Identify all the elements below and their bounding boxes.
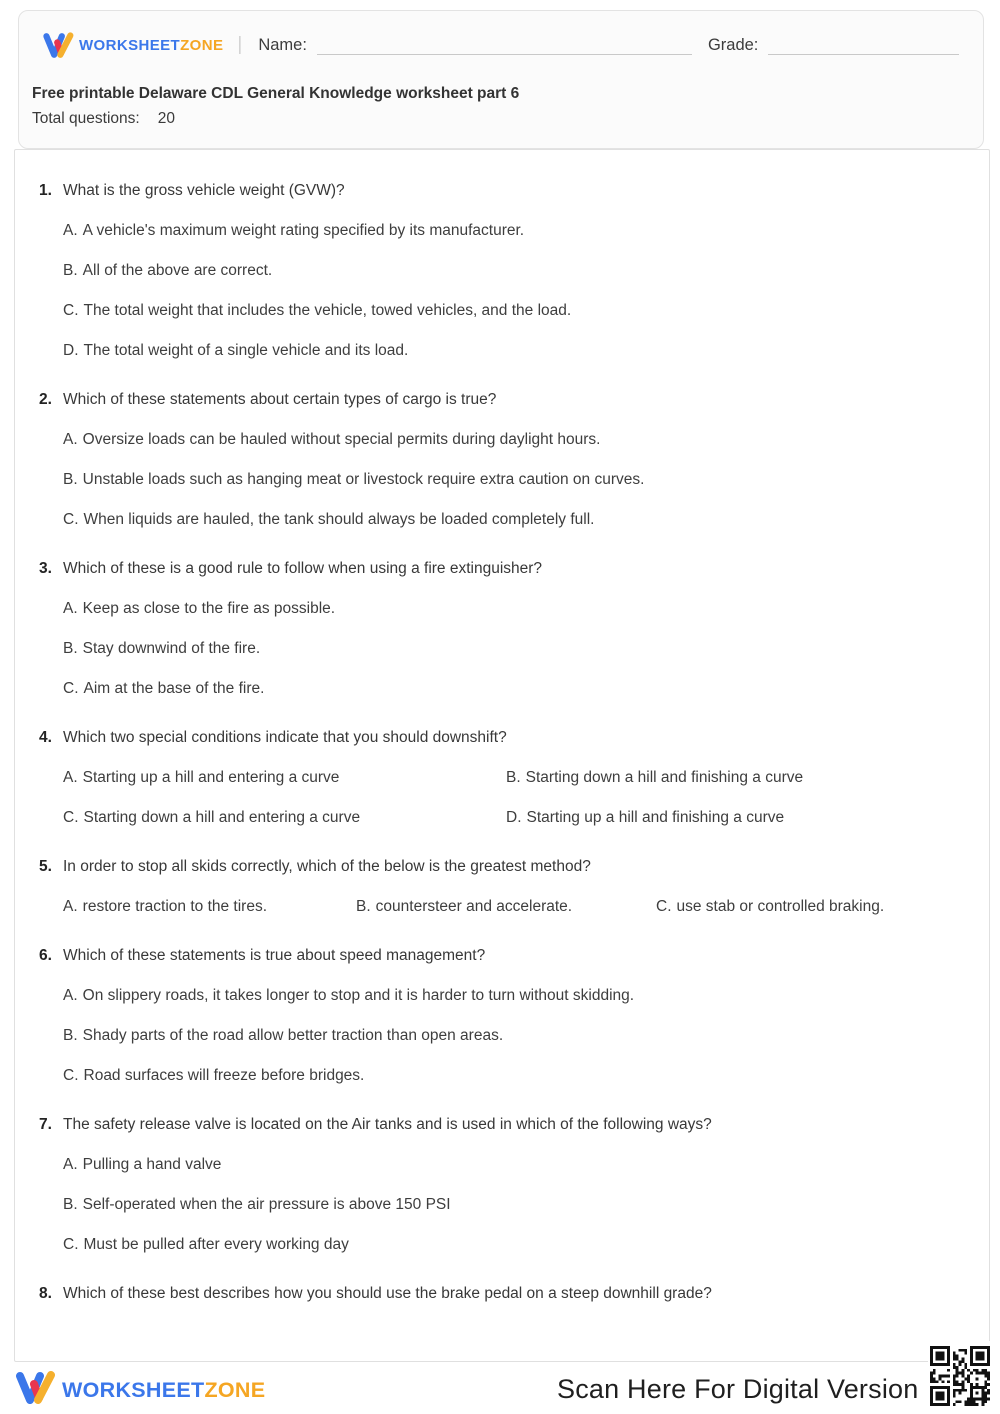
footer-brand-zone: ZONE: [204, 1378, 266, 1402]
answer-option: [63, 639, 965, 658]
answer-option: [63, 1235, 965, 1254]
total-questions-label: Total questions:: [32, 110, 140, 127]
answer-option: [356, 897, 656, 916]
option-label: B.: [356, 898, 371, 915]
answer-option: [63, 808, 506, 827]
footer-brand-logo: [13, 1368, 265, 1413]
answer-option: [63, 470, 965, 489]
question-block: [39, 1115, 965, 1254]
option-text: Starting up a hill and finishing a curve: [526, 809, 785, 826]
question-number: 2.: [39, 391, 52, 408]
option-text: All of the above are correct.: [82, 262, 273, 279]
answer-option: [63, 1155, 965, 1174]
questions-card: [14, 149, 990, 1362]
questions-list: [39, 181, 965, 1303]
option-text: The total weight of a single vehicle and its load.: [83, 342, 409, 359]
option-text: The total weight that includes the vehicle, towed vehicles, and the load.: [83, 302, 572, 319]
option-label: B.: [63, 262, 78, 279]
question-line: [39, 728, 965, 747]
option-label: D.: [63, 342, 79, 359]
question-block: [39, 946, 965, 1085]
answer-option: [63, 768, 506, 787]
answer-option: [63, 341, 965, 360]
option-text: restore traction to the tires.: [82, 898, 268, 915]
question-number: 8.: [39, 1285, 52, 1302]
options-list: [39, 221, 965, 360]
question-text: In order to stop all skids correctly, which of the below is the greatest method?: [63, 858, 591, 875]
question-block: [39, 559, 965, 698]
option-label: B.: [63, 1027, 78, 1044]
worksheetzone-w-icon: [41, 30, 75, 61]
question-text: Which of these statements is true about speed management?: [63, 947, 486, 964]
question-block: [39, 1284, 965, 1303]
options-list: [39, 876, 965, 916]
question-line: [39, 1284, 965, 1303]
option-label: A.: [63, 600, 78, 617]
footer-brand-worksheet: WORKSHEET: [62, 1378, 205, 1402]
answer-option: [63, 1026, 965, 1045]
option-text: Oversize loads can be hauled without special permits during daylight hours.: [82, 431, 601, 448]
option-label: C.: [656, 898, 672, 915]
option-text: When liquids are hauled, the tank should always be loaded completely full.: [83, 511, 595, 528]
question-number: 3.: [39, 560, 52, 577]
brand-name-worksheet: WORKSHEET: [79, 36, 181, 54]
option-text: A vehicle's maximum weight rating specified by its manufacturer.: [82, 222, 525, 239]
option-label: A.: [63, 222, 78, 239]
option-label: A.: [63, 769, 78, 786]
option-text: On slippery roads, it takes longer to stop and it is harder to turn without skidding.: [82, 987, 635, 1004]
option-label: C.: [63, 1236, 79, 1253]
answer-option: [63, 510, 965, 529]
qr-code: [928, 1341, 992, 1411]
worksheet-title: Free printable Delaware CDL General Knowledge worksheet part 6: [32, 85, 520, 102]
option-text: Starting down a hill and entering a curve: [83, 809, 361, 826]
answer-option: [506, 808, 965, 827]
answer-option: [63, 679, 965, 698]
option-text: Aim at the base of the fire.: [83, 680, 265, 697]
question-line: [39, 181, 965, 200]
options-list: [39, 1155, 965, 1254]
option-label: C.: [63, 511, 79, 528]
question-number: 4.: [39, 729, 52, 746]
question-text: The safety release valve is located on the Air tanks and is used in which of the following ways?: [63, 1116, 712, 1133]
option-label: C.: [63, 302, 79, 319]
answer-option: [63, 221, 965, 240]
answer-option: [63, 430, 965, 449]
question-text: What is the gross vehicle weight (GVW)?: [63, 182, 345, 199]
option-text: Road surfaces will freeze before bridges.: [83, 1067, 365, 1084]
answer-option: [63, 897, 356, 916]
option-text: Keep as close to the fire as possible.: [82, 600, 336, 617]
answer-option: [63, 599, 965, 618]
option-text: Shady parts of the road allow better traction than open areas.: [82, 1027, 504, 1044]
question-line: [39, 390, 965, 409]
option-label: B.: [63, 640, 78, 657]
answer-option: [506, 768, 965, 787]
option-text: Unstable loads such as hanging meat or livestock require extra caution on curves.: [82, 471, 645, 488]
options-list: [39, 747, 965, 827]
brand-name-zone: ZONE: [180, 36, 224, 54]
question-line: [39, 946, 965, 965]
option-text: use stab or controlled braking.: [676, 898, 885, 915]
question-line: [39, 559, 965, 578]
option-text: Pulling a hand valve: [82, 1156, 222, 1173]
option-label: D.: [506, 809, 522, 826]
option-label: A.: [63, 1156, 78, 1173]
option-label: A.: [63, 987, 78, 1004]
scan-here-text: Scan Here For Digital Version: [557, 1374, 919, 1404]
question-line: [39, 857, 965, 876]
question-number: 1.: [39, 182, 52, 199]
brand-logo: [41, 30, 223, 61]
option-label: B.: [63, 471, 78, 488]
options-list: [39, 599, 965, 698]
option-text: Self-operated when the air pressure is above 150 PSI: [82, 1196, 451, 1213]
question-text: Which of these is a good rule to follow when using a fire extinguisher?: [63, 560, 543, 577]
name-blank-line: [317, 35, 692, 55]
option-text: Must be pulled after every working day: [83, 1236, 349, 1253]
option-label: B.: [506, 769, 521, 786]
question-block: [39, 857, 965, 916]
question-number: 7.: [39, 1116, 52, 1133]
brand-name: [79, 37, 223, 54]
answer-option: [63, 986, 965, 1005]
question-number: 6.: [39, 947, 52, 964]
question-text: Which two special conditions indicate that you should downshift?: [63, 729, 507, 746]
answer-option: [63, 1195, 965, 1214]
option-label: C.: [63, 1067, 79, 1084]
options-list: [39, 986, 965, 1085]
header-logo-row: [41, 28, 959, 62]
option-label: A.: [63, 898, 78, 915]
question-text: Which of these statements about certain types of cargo is true?: [63, 391, 497, 408]
option-label: A.: [63, 431, 78, 448]
header-card: [18, 10, 984, 149]
divider: |: [237, 34, 243, 55]
question-block: [39, 181, 965, 360]
total-questions-value: 20: [157, 110, 175, 127]
answer-option: [63, 301, 965, 320]
answer-option: [656, 897, 965, 916]
option-label: C.: [63, 809, 79, 826]
footer-brand-name: [62, 1378, 265, 1403]
options-list: [39, 430, 965, 529]
option-text: Starting up a hill and entering a curve: [82, 769, 340, 786]
option-text: countersteer and accelerate.: [375, 898, 573, 915]
option-label: C.: [63, 680, 79, 697]
answer-option: [63, 1066, 965, 1085]
question-text: Which of these best describes how you should use the brake pedal on a steep downhill grade?: [63, 1285, 712, 1302]
answer-option: [63, 261, 965, 280]
option-label: B.: [63, 1196, 78, 1213]
question-block: [39, 390, 965, 529]
name-label: Name:: [258, 35, 307, 54]
option-text: Stay downwind of the fire.: [82, 640, 261, 657]
option-text: Starting down a hill and finishing a curve: [525, 769, 804, 786]
total-questions: [32, 110, 175, 128]
grade-blank-line: [768, 35, 959, 55]
worksheetzone-w-icon: [13, 1368, 57, 1413]
question-number: 5.: [39, 858, 52, 875]
question-line: [39, 1115, 965, 1134]
question-block: [39, 728, 965, 827]
grade-label: Grade:: [707, 35, 759, 54]
